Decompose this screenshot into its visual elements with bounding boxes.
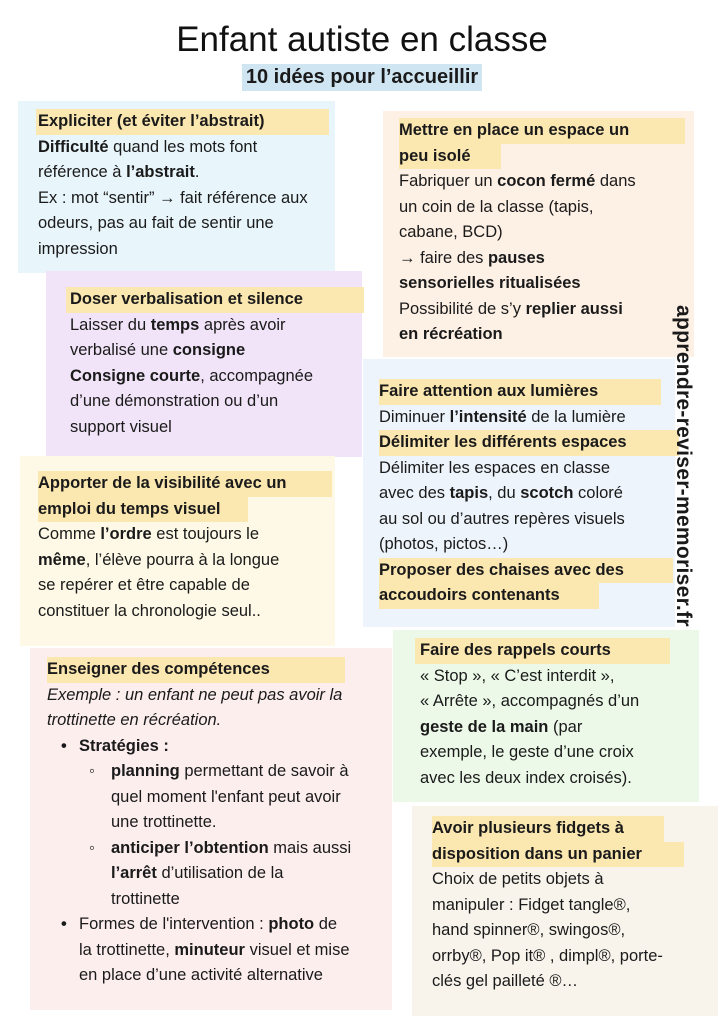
text: verbalisé une — [70, 341, 173, 359]
text: se repérer et être capable de — [38, 576, 250, 594]
bold-text: même — [38, 550, 86, 569]
text: cabane, BCD) — [399, 223, 503, 241]
bold-text: sensorielles ritualisées — [399, 274, 581, 292]
bold-text: scotch — [520, 484, 574, 502]
bold-text: l’arrêt — [111, 864, 157, 882]
text: quel moment l'enfant peut avoir — [111, 787, 341, 806]
text: , accompagnée — [200, 366, 314, 385]
card-heading: Mettre en place un espace un — [399, 118, 685, 144]
card-heading: Enseigner des compétences — [47, 657, 345, 683]
text: Choix de petits objets à — [432, 870, 604, 888]
text: au sol ou d’autres repères visuels — [379, 509, 625, 528]
list-item — [47, 912, 392, 989]
bold-text: en récréation — [399, 325, 503, 343]
text: , l’élève pourra à la longue — [85, 550, 280, 569]
text: (photos, pictos…) — [379, 535, 509, 553]
text: de — [314, 915, 338, 933]
text: → faire des — [399, 248, 488, 267]
text: d’utilisation de la — [156, 864, 284, 882]
bold-text: replier aussi — [525, 299, 623, 318]
card-heading: disposition dans un panier — [432, 842, 684, 868]
card-heading: Apporter de la visibilité avec un — [38, 471, 332, 497]
text: d’une démonstration ou d’un — [70, 392, 279, 410]
bold-text: cocon fermé — [497, 172, 596, 190]
card-rappels — [393, 630, 699, 802]
card-heading: Délimiter les différents espaces — [379, 430, 679, 456]
text: support visuel — [70, 417, 172, 436]
bold-text: tapis — [449, 484, 489, 502]
list-item — [47, 734, 392, 913]
text: Fabriquer un — [399, 172, 498, 190]
text: dans — [595, 172, 636, 190]
text: Possibilité de s’y — [399, 299, 526, 318]
card-fidgets — [412, 806, 718, 1016]
text: « Stop », « C’est interdit », — [420, 666, 615, 685]
text: Ex : mot “sentir” → fait référence aux — [38, 188, 308, 207]
text: Délimiter les espaces en classe — [379, 458, 611, 477]
text: trottinette — [111, 889, 180, 908]
card-lumieres — [363, 359, 675, 627]
bold-text: l’ordre — [100, 525, 152, 543]
text: clés gel pailleté ®… — [432, 972, 579, 990]
text: Laisser du — [70, 315, 151, 334]
bold-text: anticiper l’obtention — [111, 838, 269, 857]
text: orrby®, Pop it® , dimpl®, porte- — [432, 946, 663, 965]
text: « Arrête », accompagnés d’un — [420, 692, 640, 710]
subtitle-wrap — [0, 64, 724, 91]
card-heading: peu isolé — [399, 144, 501, 170]
card-heading: Doser verbalisation et silence — [66, 287, 364, 313]
text: référence à — [38, 163, 127, 181]
text: un coin de la classe (tapis, — [399, 197, 594, 216]
watermark-text: apprendre-reviser-memoriser.fr — [672, 305, 695, 627]
bold-text: minuteur — [174, 940, 245, 959]
sub-list — [47, 759, 392, 912]
text: permettant de savoir à — [179, 762, 349, 780]
card-espace — [383, 111, 694, 357]
text: , du — [488, 484, 521, 502]
text: est toujours le — [151, 525, 260, 543]
bold-text: l’intensité — [449, 407, 527, 426]
bold-text: pauses — [487, 248, 545, 267]
bold-text: Stratégies : — [79, 736, 169, 755]
text: Diminuer — [379, 407, 450, 426]
card-competences — [30, 648, 392, 1010]
text: la trottinette, — [79, 940, 175, 959]
card-heading: Avoir plusieurs fidgets à — [432, 816, 664, 842]
text: coloré — [573, 484, 623, 502]
bold-text: consigne — [172, 341, 246, 359]
bold-text: l’abstrait — [126, 163, 195, 181]
bold-text: planning — [111, 762, 180, 780]
card-heading: Proposer des chaises avec des — [379, 558, 673, 584]
card-heading: Expliciter (et éviter l’abstrait) — [36, 109, 329, 135]
text: . — [194, 163, 200, 181]
text: odeurs, pas au fait de sentir une — [38, 214, 274, 232]
page-title: Enfant autiste en classe — [176, 20, 548, 59]
text: une trottinette. — [111, 813, 217, 831]
card-visibilite — [20, 456, 335, 646]
card-heading: accoudoirs contenants — [379, 583, 599, 609]
text: exemple, le geste d’une croix — [420, 743, 634, 761]
text: quand les mots font — [108, 137, 258, 156]
text: constituer la chronologie seul.. — [38, 601, 261, 620]
text: hand spinner®, swingos®, — [432, 921, 626, 939]
bold-text: Difficulté — [38, 137, 109, 156]
card-heading: Faire attention aux lumières — [379, 379, 661, 405]
text: manipuler : Fidget tangle®, — [432, 895, 631, 914]
card-expliciter — [18, 101, 335, 273]
page-subtitle: 10 idées pour l’accueillir — [242, 64, 482, 91]
card-doser — [46, 271, 362, 457]
text: de la lumière — [526, 407, 626, 426]
text: impression — [38, 239, 118, 258]
card-heading: emploi du temps visuel — [38, 497, 248, 523]
text: visuel et mise — [244, 940, 350, 959]
example-text: Exemple : un enfant ne peut pas avoir la — [47, 685, 343, 704]
list-item — [47, 759, 392, 836]
text: avec les deux index croisés). — [420, 768, 632, 787]
watermark — [672, 305, 716, 635]
text: Formes de l'intervention : — [79, 915, 269, 933]
text: (par — [548, 717, 583, 736]
text: Comme — [38, 525, 101, 543]
text: mais aussi — [268, 838, 352, 857]
example-text: trottinette en récréation. — [47, 711, 222, 729]
bold-text: photo — [268, 915, 315, 933]
text: après avoir — [199, 315, 286, 334]
bold-text: temps — [150, 315, 200, 334]
bold-text: Consigne courte — [70, 366, 201, 385]
card-heading: Faire des rappels courts — [415, 638, 670, 664]
list-item — [47, 836, 392, 913]
bold-text: geste de la main — [420, 717, 549, 736]
strategy-list — [47, 734, 392, 989]
text: en place d’une activité alternative — [79, 966, 323, 984]
text: avec des — [379, 484, 450, 502]
